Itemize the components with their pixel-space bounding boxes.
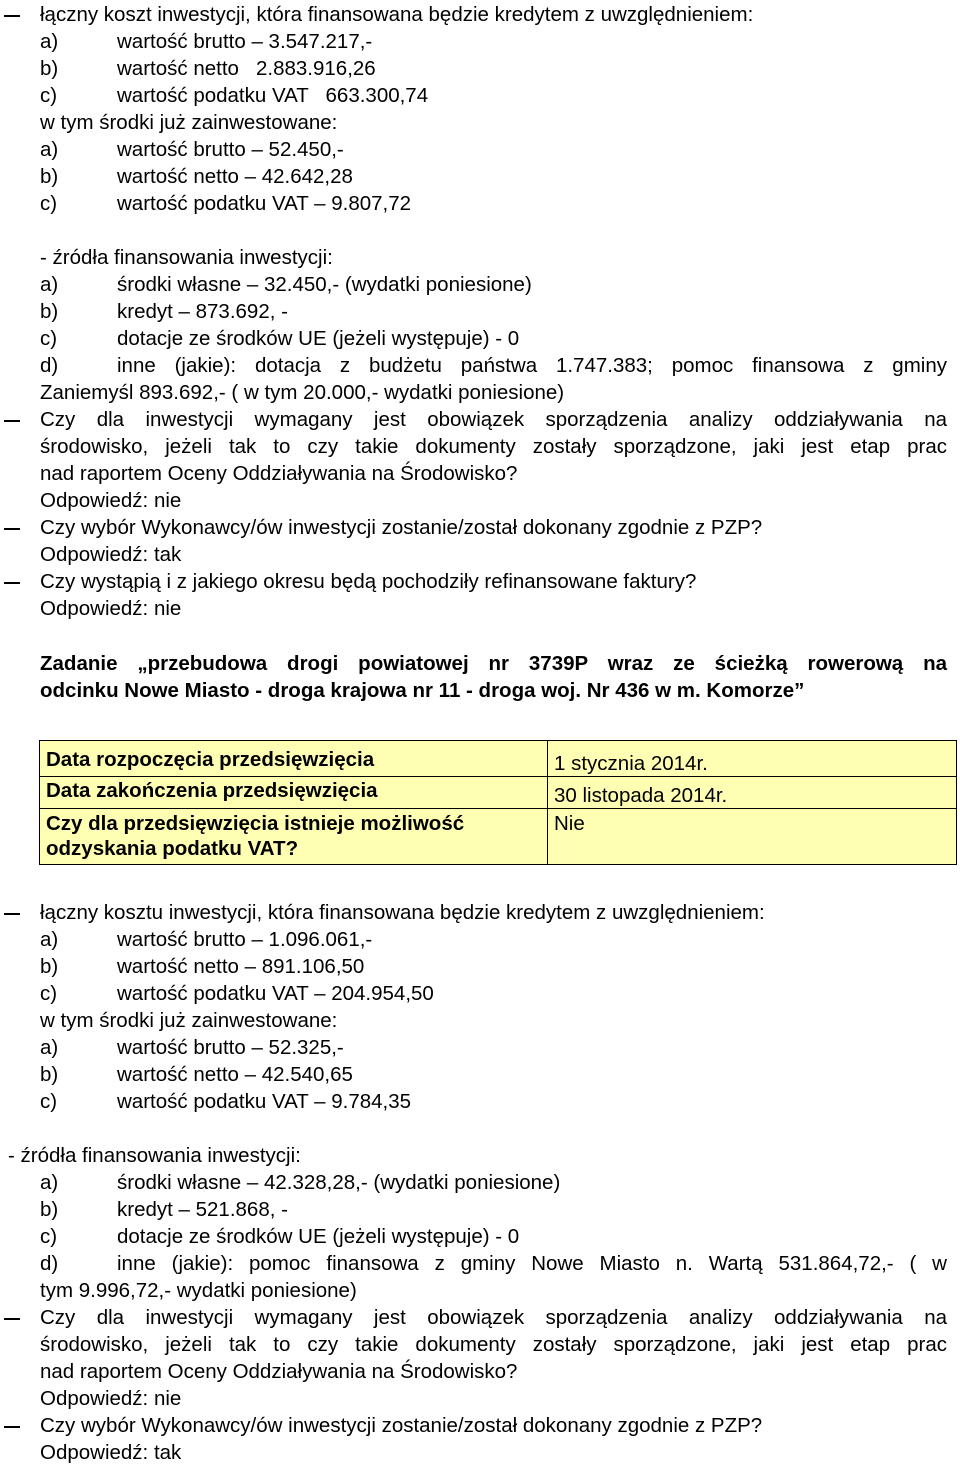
- cost-intro: łączny kosztu inwestycji, która finansowana będzie kredytem z uwzględnieniem:: [40, 901, 765, 924]
- cost-intro: łączny koszt inwestycji, która finansowana będzie kredytem z uwzględnieniem:: [40, 3, 754, 26]
- list-item-text: wartość podatku VAT – 9.807,72: [117, 192, 412, 215]
- list-letter: d): [40, 1252, 59, 1275]
- task-heading: Zadanie „przebudowa drogi powiatowej nr 3739P wraz ze ścieżką rowerową na: [40, 652, 947, 675]
- list-letter: b): [40, 1063, 59, 1086]
- vat-label: odzyskania podatku VAT?: [46, 837, 299, 860]
- answer-text: Odpowiedź: tak: [40, 543, 182, 566]
- start-date-value: 1 stycznia 2014r.: [554, 752, 708, 775]
- table-value: [548, 809, 957, 865]
- list-item-text: wartość podatku VAT – 204.954,50: [117, 982, 434, 1005]
- list-letter: c): [40, 1225, 58, 1248]
- task-heading: odcinku Nowe Miasto - droga krajowa nr 11 - droga woj. Nr 436 w m. Komorze”: [40, 679, 805, 702]
- bullet-dash: [4, 420, 20, 422]
- list-item-text: wartość netto 2.883.916,26: [117, 57, 376, 80]
- bullet-dash: [4, 528, 20, 530]
- table-row: [40, 777, 957, 809]
- table-row: [40, 809, 957, 865]
- info-table: [39, 740, 957, 865]
- bullet-dash: [4, 1318, 20, 1320]
- bullet-dash: [4, 913, 20, 915]
- list-item-text: kredyt – 873.692, -: [117, 300, 288, 323]
- question-text: środowisko, jeżeli tak to czy takie dokumenty zostały sporządzone, jaki jest etap prac: [40, 435, 947, 458]
- table-label: [40, 777, 548, 809]
- question-text: Czy wybór Wykonawcy/ów inwestycji zostanie/został dokonany zgodnie z PZP?: [40, 516, 763, 539]
- list-item-text: wartość podatku VAT – 9.784,35: [117, 1090, 412, 1113]
- question-text: środowisko, jeżeli tak to czy takie dokumenty zostały sporządzone, jaki jest etap prac: [40, 1333, 947, 1356]
- list-letter: a): [40, 273, 59, 296]
- table-row: [40, 741, 957, 777]
- list-letter: a): [40, 30, 59, 53]
- list-letter: b): [40, 57, 59, 80]
- list-item-continuation: Zaniemyśl 893.692,- ( w tym 20.000,- wydatki poniesione): [40, 381, 565, 404]
- question-text: Czy wystąpią i z jakiego okresu będą pochodziły refinansowane faktury?: [40, 570, 697, 593]
- list-item-text: środki własne – 42.328,28,- (wydatki poniesione): [117, 1171, 561, 1194]
- list-letter: c): [40, 327, 58, 350]
- table-label: [40, 741, 548, 777]
- end-date-value: 30 listopada 2014r.: [554, 784, 728, 807]
- start-date-label: Data rozpoczęcia przedsięwzięcia: [46, 748, 375, 771]
- bullet-dash: [4, 582, 20, 584]
- list-letter: b): [40, 1198, 59, 1221]
- list-letter: b): [40, 300, 59, 323]
- list-item-text: wartość podatku VAT 663.300,74: [117, 84, 429, 107]
- list-letter: c): [40, 982, 58, 1005]
- list-letter: a): [40, 1036, 59, 1059]
- vat-label: Czy dla przedsięwzięcia istnieje możliwość: [46, 812, 465, 835]
- answer-text: Odpowiedź: nie: [40, 1387, 182, 1410]
- question-text: Czy dla inwestycji wymagany jest obowiązek sporządzenia analizy oddziaływania na: [40, 1306, 947, 1329]
- invested-intro: w tym środki już zainwestowane:: [40, 111, 338, 134]
- answer-text: Odpowiedź: nie: [40, 597, 182, 620]
- list-letter: b): [40, 165, 59, 188]
- list-item-text: dotacje ze środków UE (jeżeli występuje) - 0: [117, 327, 520, 350]
- answer-text: Odpowiedź: nie: [40, 489, 182, 512]
- invested-intro: w tym środki już zainwestowane:: [40, 1009, 338, 1032]
- list-item-text: wartość brutto – 52.325,-: [117, 1036, 344, 1059]
- list-item-text: wartość brutto – 3.547.217,-: [117, 30, 373, 53]
- list-letter: c): [40, 1090, 58, 1113]
- list-item-text: kredyt – 521.868, -: [117, 1198, 288, 1221]
- bullet-dash: [4, 1426, 20, 1428]
- list-item-text: wartość netto – 42.642,28: [117, 165, 353, 188]
- list-letter: a): [40, 928, 59, 951]
- question-text: Czy dla inwestycji wymagany jest obowiązek sporządzenia analizy oddziaływania na: [40, 408, 947, 431]
- list-letter: d): [40, 354, 59, 377]
- table-label: [40, 809, 548, 865]
- list-item-text: wartość brutto – 1.096.061,-: [117, 928, 373, 951]
- answer-text: Odpowiedź: tak: [40, 1441, 182, 1464]
- list-letter: a): [40, 138, 59, 161]
- vat-value: Nie: [554, 812, 585, 835]
- list-item-text: inne (jakie): pomoc finansowa z gminy Nowe Miasto n. Wartą 531.864,72,- ( w: [117, 1252, 947, 1275]
- question-text: nad raportem Oceny Oddziaływania na Środowisko?: [40, 462, 518, 485]
- bullet-dash: [4, 15, 20, 17]
- list-item-text: wartość brutto – 52.450,-: [117, 138, 344, 161]
- question-text: nad raportem Oceny Oddziaływania na Środowisko?: [40, 1360, 518, 1383]
- sources-intro: - źródła finansowania inwestycji:: [40, 246, 333, 269]
- list-item-text: dotacje ze środków UE (jeżeli występuje) - 0: [117, 1225, 520, 1248]
- end-date-label: Data zakończenia przedsięwzięcia: [46, 779, 378, 802]
- list-letter: a): [40, 1171, 59, 1194]
- list-letter: b): [40, 955, 59, 978]
- list-item-text: środki własne – 32.450,- (wydatki poniesione): [117, 273, 532, 296]
- list-letter: c): [40, 192, 58, 215]
- list-item-text: wartość netto – 891.106,50: [117, 955, 365, 978]
- list-item-continuation: tym 9.996,72,- wydatki poniesione): [40, 1279, 357, 1302]
- question-text: Czy wybór Wykonawcy/ów inwestycji zostanie/został dokonany zgodnie z PZP?: [40, 1414, 763, 1437]
- list-letter: c): [40, 84, 58, 107]
- table-value: [548, 741, 957, 777]
- list-item-text: wartość netto – 42.540,65: [117, 1063, 353, 1086]
- list-item-text: inne (jakie): dotacja z budżetu państwa 1.747.383; pomoc finansowa z gminy: [117, 354, 947, 377]
- sources-intro: - źródła finansowania inwestycji:: [8, 1144, 301, 1167]
- table-value: [548, 777, 957, 809]
